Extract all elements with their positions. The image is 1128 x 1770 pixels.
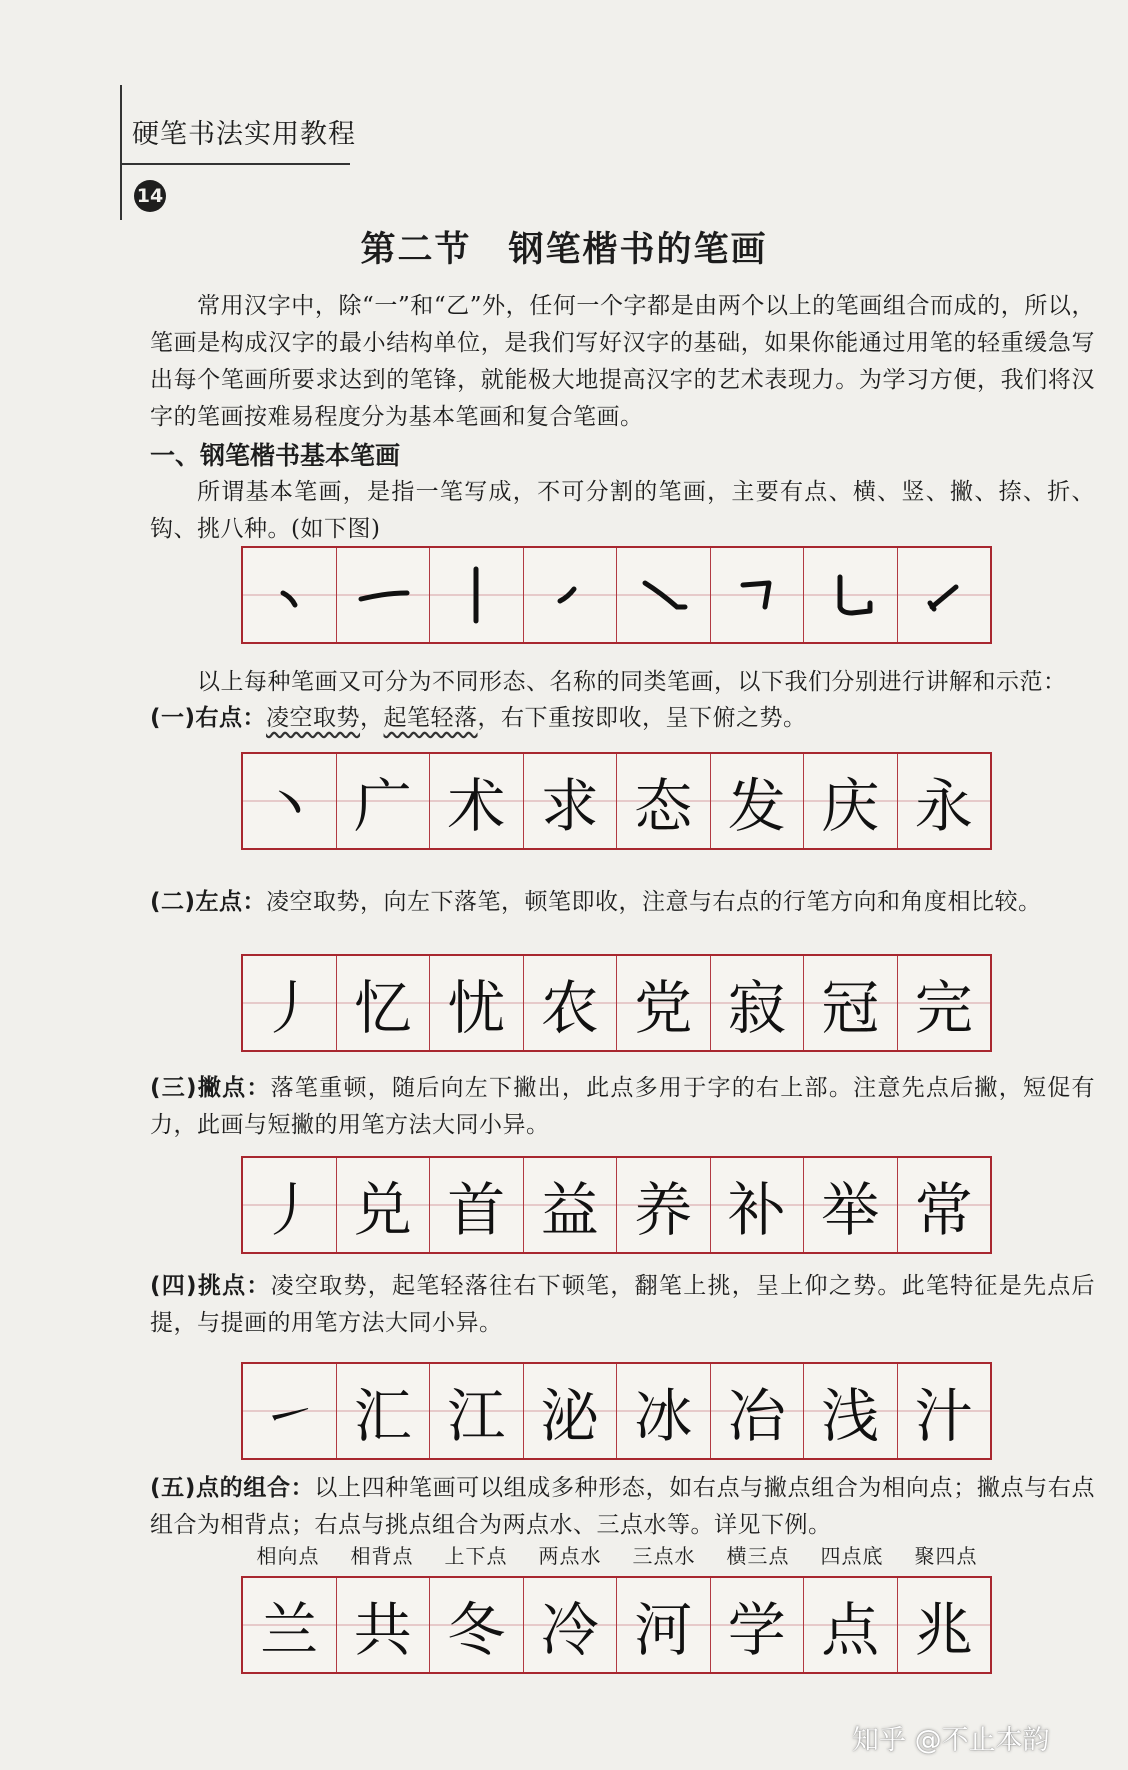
char-cell: 点 bbox=[804, 1578, 898, 1672]
subsection-title: 一、钢笔楷书基本笔画 bbox=[150, 441, 401, 470]
char-cell: 术 bbox=[430, 754, 524, 848]
char-cell: 丿 bbox=[243, 956, 337, 1050]
char-cell: 兰 bbox=[243, 1578, 337, 1672]
char-cell: 汁 bbox=[898, 1364, 991, 1458]
char-cell: 完 bbox=[898, 956, 991, 1050]
char-cell: 农 bbox=[524, 956, 618, 1050]
page-number: 14 bbox=[134, 180, 166, 212]
item-title: (四)挑点： bbox=[150, 1273, 271, 1299]
book-title: 硬笔书法实用教程 bbox=[132, 119, 356, 150]
char-cell: 常 bbox=[898, 1158, 991, 1252]
combo-label: 聚四点 bbox=[914, 1544, 978, 1568]
rising-icon bbox=[898, 548, 991, 642]
char-cell: 江 bbox=[430, 1364, 524, 1458]
char-cell: 冠 bbox=[804, 956, 898, 1050]
char-cell: 养 bbox=[617, 1158, 711, 1252]
char-cell: 丶 bbox=[243, 754, 337, 848]
char-cell: 发 bbox=[711, 754, 805, 848]
emphasis-text: 起笔轻落 bbox=[383, 705, 478, 731]
char-cell: 学 bbox=[711, 1578, 805, 1672]
item-title: (三)撇点： bbox=[150, 1075, 271, 1101]
char-cell: 冬 bbox=[430, 1578, 524, 1672]
section-title: 第二节 钢笔楷书的笔画 bbox=[360, 230, 768, 270]
combo-label: 四点底 bbox=[820, 1544, 884, 1568]
char-cell: 求 bbox=[524, 754, 618, 848]
left-dot-grid bbox=[241, 954, 992, 1052]
item-title: (二)左点： bbox=[150, 889, 267, 915]
char-cell: 寂 bbox=[711, 956, 805, 1050]
basic-strokes-grid bbox=[241, 546, 992, 644]
vertical-icon bbox=[430, 548, 524, 642]
item-left-dot: (二)左点：凌空取势，向左下落笔，顿笔即收，注意与右点的行笔方向和角度相比较。 bbox=[150, 889, 1042, 915]
char-cell: 冰 bbox=[617, 1364, 711, 1458]
combo-label: 两点水 bbox=[538, 1544, 602, 1568]
watermark: 知乎 @不止本韵 bbox=[852, 1725, 1050, 1756]
right-dot-grid bbox=[241, 752, 992, 850]
rising-dot-grid bbox=[241, 1362, 992, 1460]
char-cell: 共 bbox=[337, 1578, 431, 1672]
item-title: (一)右点： bbox=[150, 705, 267, 731]
char-cell: 汇 bbox=[337, 1364, 431, 1458]
item-dot-combinations: (五)点的组合：以上四种笔画可以组成多种形态，如右点与撇点组合为相向点；撇点与右点组合为相背点；右点与挑点组合为两点水、三点水等。详见下例。 bbox=[150, 1475, 1096, 1538]
basic-paragraph: 所谓基本笔画，是指一笔写成，不可分割的笔画，主要有点、横、竖、撇、捺、折、钩、挑八种。(如下图) bbox=[150, 479, 1095, 542]
char-cell: 益 bbox=[524, 1158, 618, 1252]
char-cell: 忧 bbox=[430, 956, 524, 1050]
right-falling-icon bbox=[617, 548, 711, 642]
turning-icon bbox=[711, 548, 805, 642]
char-cell: 首 bbox=[430, 1158, 524, 1252]
combo-label: 三点水 bbox=[632, 1544, 696, 1568]
combo-label: 横三点 bbox=[726, 1544, 790, 1568]
char-cell: 冷 bbox=[524, 1578, 618, 1672]
char-cell: 态 bbox=[617, 754, 711, 848]
transition-text: 以上每种笔画又可分为不同形态、名称的同类笔画，以下我们分别进行讲解和示范： bbox=[197, 669, 1067, 695]
horizontal-icon bbox=[337, 548, 431, 642]
char-cell: 庆 bbox=[804, 754, 898, 848]
char-cell: 河 bbox=[617, 1578, 711, 1672]
char-cell: 永 bbox=[898, 754, 991, 848]
char-cell: 浅 bbox=[804, 1364, 898, 1458]
dot-combination-grid bbox=[241, 1576, 992, 1674]
hook-icon bbox=[804, 548, 898, 642]
emphasis-text: 凌空取势 bbox=[266, 705, 361, 731]
char-cell: 丿 bbox=[243, 1158, 337, 1252]
char-cell: 举 bbox=[804, 1158, 898, 1252]
header-horizontal-rule bbox=[120, 163, 350, 165]
char-cell: ㇀ bbox=[243, 1364, 337, 1458]
char-cell: 忆 bbox=[337, 956, 431, 1050]
char-cell: 党 bbox=[617, 956, 711, 1050]
left-falling-icon bbox=[524, 548, 618, 642]
char-cell: 兆 bbox=[898, 1578, 991, 1672]
item-right-dot: (一)右点：凌空取势，起笔轻落，右下重按即收，呈下俯之势。 bbox=[150, 705, 807, 731]
char-cell: 广 bbox=[337, 754, 431, 848]
char-cell: 泌 bbox=[524, 1364, 618, 1458]
combo-label: 相向点 bbox=[256, 1544, 320, 1568]
combo-label: 相背点 bbox=[350, 1544, 414, 1568]
left-falling-dot-grid bbox=[241, 1156, 992, 1254]
intro-paragraph: 常用汉字中，除“一”和“乙”外，任何一个字都是由两个以上的笔画组合而成的，所以，笔画是构成汉字的最小结构单位，是我们写好汉字的基础，如果你能通过用笔的轻重缓急写出每个笔画所要求达到的笔锋，就能极大地提高汉字的艺术表现力。为学习方便，我们将汉字的笔画按难易程度分为基本笔画和复合笔画。 bbox=[150, 293, 1095, 430]
char-cell: 冶 bbox=[711, 1364, 805, 1458]
item-left-falling-dot: (三)撇点：落笔重顿，随后向左下撇出，此点多用于字的右上部。注意先点后撇，短促有力，此画与短撇的用笔方法大同小异。 bbox=[150, 1075, 1095, 1138]
combination-labels bbox=[241, 1540, 996, 1569]
char-cell: 补 bbox=[711, 1158, 805, 1252]
item-rising-dot: (四)挑点：凌空取势，起笔轻落往右下顿笔，翻笔上挑，呈上仰之势。此笔特征是先点后提，与提画的用笔方法大同小异。 bbox=[150, 1273, 1095, 1336]
dot-icon bbox=[243, 548, 337, 642]
item-title: (五)点的组合： bbox=[150, 1475, 315, 1501]
header-vertical-rule bbox=[120, 85, 122, 220]
char-cell: 兑 bbox=[337, 1158, 431, 1252]
combo-label: 上下点 bbox=[444, 1544, 508, 1568]
